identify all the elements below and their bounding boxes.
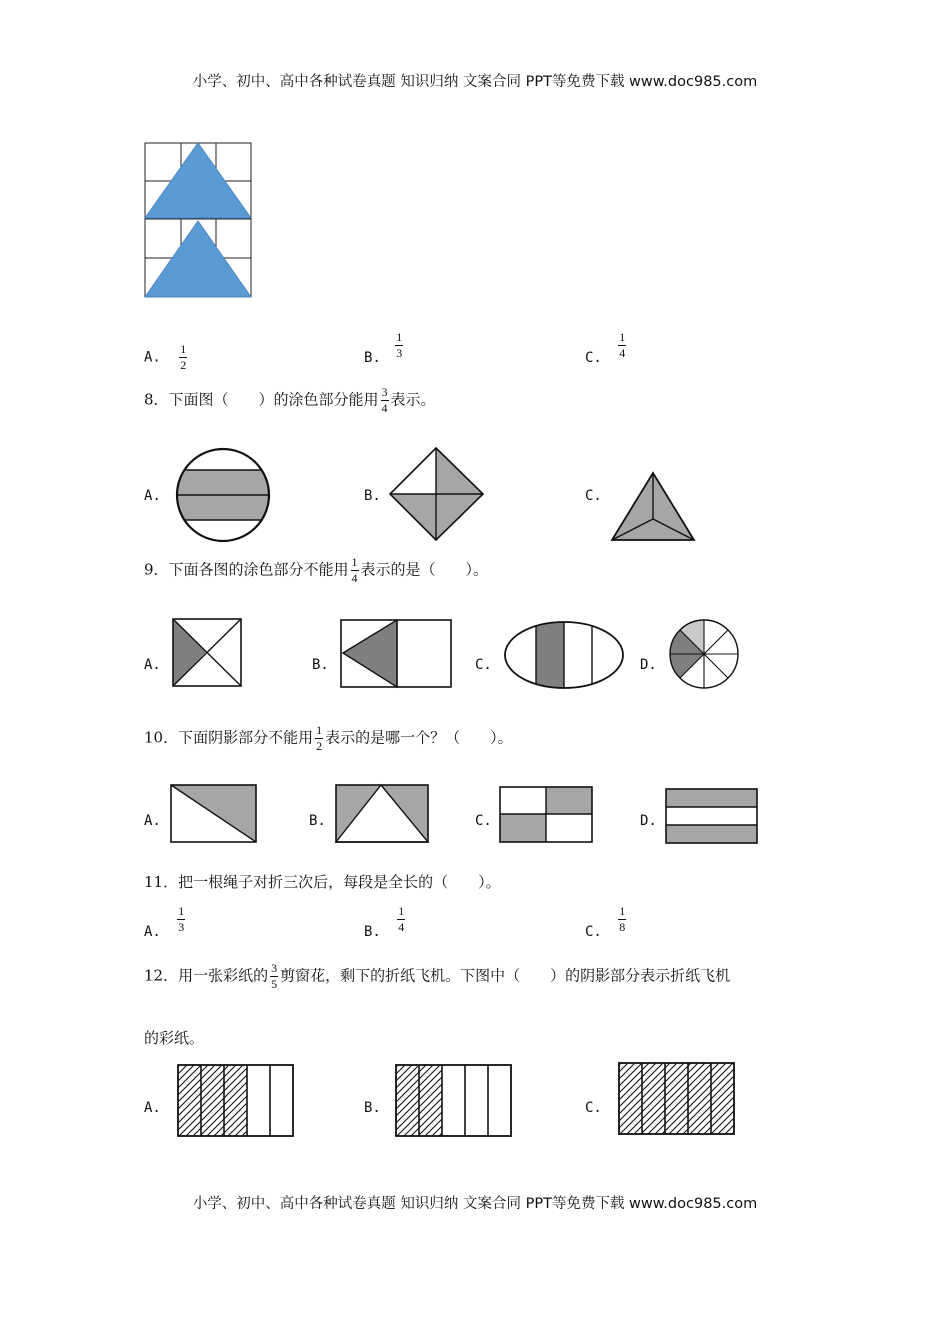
q9-option-b-rectangle-figure[interactable]	[339, 618, 454, 690]
q12-question: 12．用一张彩纸的 $\frac{3}{5}$ 剪窗花，剩下的折纸飞机。下图中（ ）的阴影部分表示折纸飞机	[144, 961, 731, 991]
q12-option-a-label[interactable]: A.	[144, 1100, 161, 1116]
q10-option-a-label[interactable]: A.	[144, 813, 161, 829]
q7-option-b[interactable]: B. $\frac{1}{3}$	[364, 330, 403, 366]
q12-option-c-strip-figure[interactable]	[616, 1061, 738, 1137]
q12-option-b-label[interactable]: B.	[364, 1100, 381, 1116]
q8-option-a-circle-figure[interactable]	[176, 448, 272, 544]
q7-option-c[interactable]: C. $\frac{1}{4}$	[585, 330, 626, 366]
q12-question-line2: 的彩纸。	[144, 1029, 205, 1047]
q11-question: 11．把一根绳子对折三次后，每段是全长的（ ）。	[144, 873, 501, 891]
q12-option-b-strip-figure[interactable]	[393, 1063, 513, 1139]
q9-question: 9．下面各图的涂色部分不能用 $\frac{1}{4}$ 表示的是（ ）。	[144, 555, 489, 585]
q8-option-c-triangle-figure[interactable]	[608, 470, 700, 544]
q11-option-a[interactable]: A. $\frac{1}{3}$	[144, 904, 185, 940]
q10-option-d-rectangle-figure[interactable]	[664, 787, 760, 847]
triangle-lower	[145, 221, 251, 297]
q10-option-a-rectangle-figure[interactable]	[168, 783, 260, 845]
q11-option-c[interactable]: C. $\frac{1}{8}$	[585, 904, 626, 940]
q10-option-b-label[interactable]: B.	[309, 813, 326, 829]
q10-option-d-label[interactable]: D.	[640, 813, 657, 829]
q10-option-c-label[interactable]: C.	[475, 813, 492, 829]
q12-option-c-label[interactable]: C.	[585, 1100, 602, 1116]
q9-option-d-pie-figure[interactable]	[667, 619, 743, 691]
q9-option-c-ellipse-figure[interactable]	[503, 620, 627, 692]
q8-option-c-label[interactable]: C.	[585, 488, 602, 504]
q8-option-b-label[interactable]: B.	[364, 488, 381, 504]
q9-option-a-square-figure[interactable]	[170, 617, 244, 689]
q9-option-c-label[interactable]: C.	[475, 657, 492, 673]
q9-option-a-label[interactable]: A.	[144, 657, 161, 673]
q7-triangle-grid-figure	[140, 140, 260, 305]
q10-option-b-rectangle-figure[interactable]	[333, 783, 431, 845]
page-footer: 小学、初中、高中各种试卷真题 知识归纳 文案合同 PPT等免费下载 www.doc985.com	[192, 1196, 758, 1212]
q7-option-a[interactable]: A. $\frac{1}{2}$	[144, 342, 187, 372]
q10-option-c-rectangle-figure[interactable]	[498, 785, 596, 845]
q8-question: 8．下面图（ ）的涂色部分能用 $\frac{3}{4}$ 表示。	[144, 385, 436, 415]
q10-question: 10．下面阴影部分不能用 $\frac{1}{2}$ 表示的是哪一个？（ ）。	[144, 723, 513, 753]
q9-option-b-label[interactable]: B.	[312, 657, 329, 673]
q11-option-b[interactable]: B. $\frac{1}{4}$	[364, 904, 405, 940]
q8-option-a-label[interactable]: A.	[144, 488, 161, 504]
q8-option-b-diamond-figure[interactable]	[388, 446, 488, 542]
q9-option-d-label[interactable]: D.	[640, 657, 657, 673]
q12-option-a-strip-figure[interactable]	[175, 1063, 295, 1139]
page-header: 小学、初中、高中各种试卷真题 知识归纳 文案合同 PPT等免费下载 www.doc985.com	[192, 74, 758, 90]
